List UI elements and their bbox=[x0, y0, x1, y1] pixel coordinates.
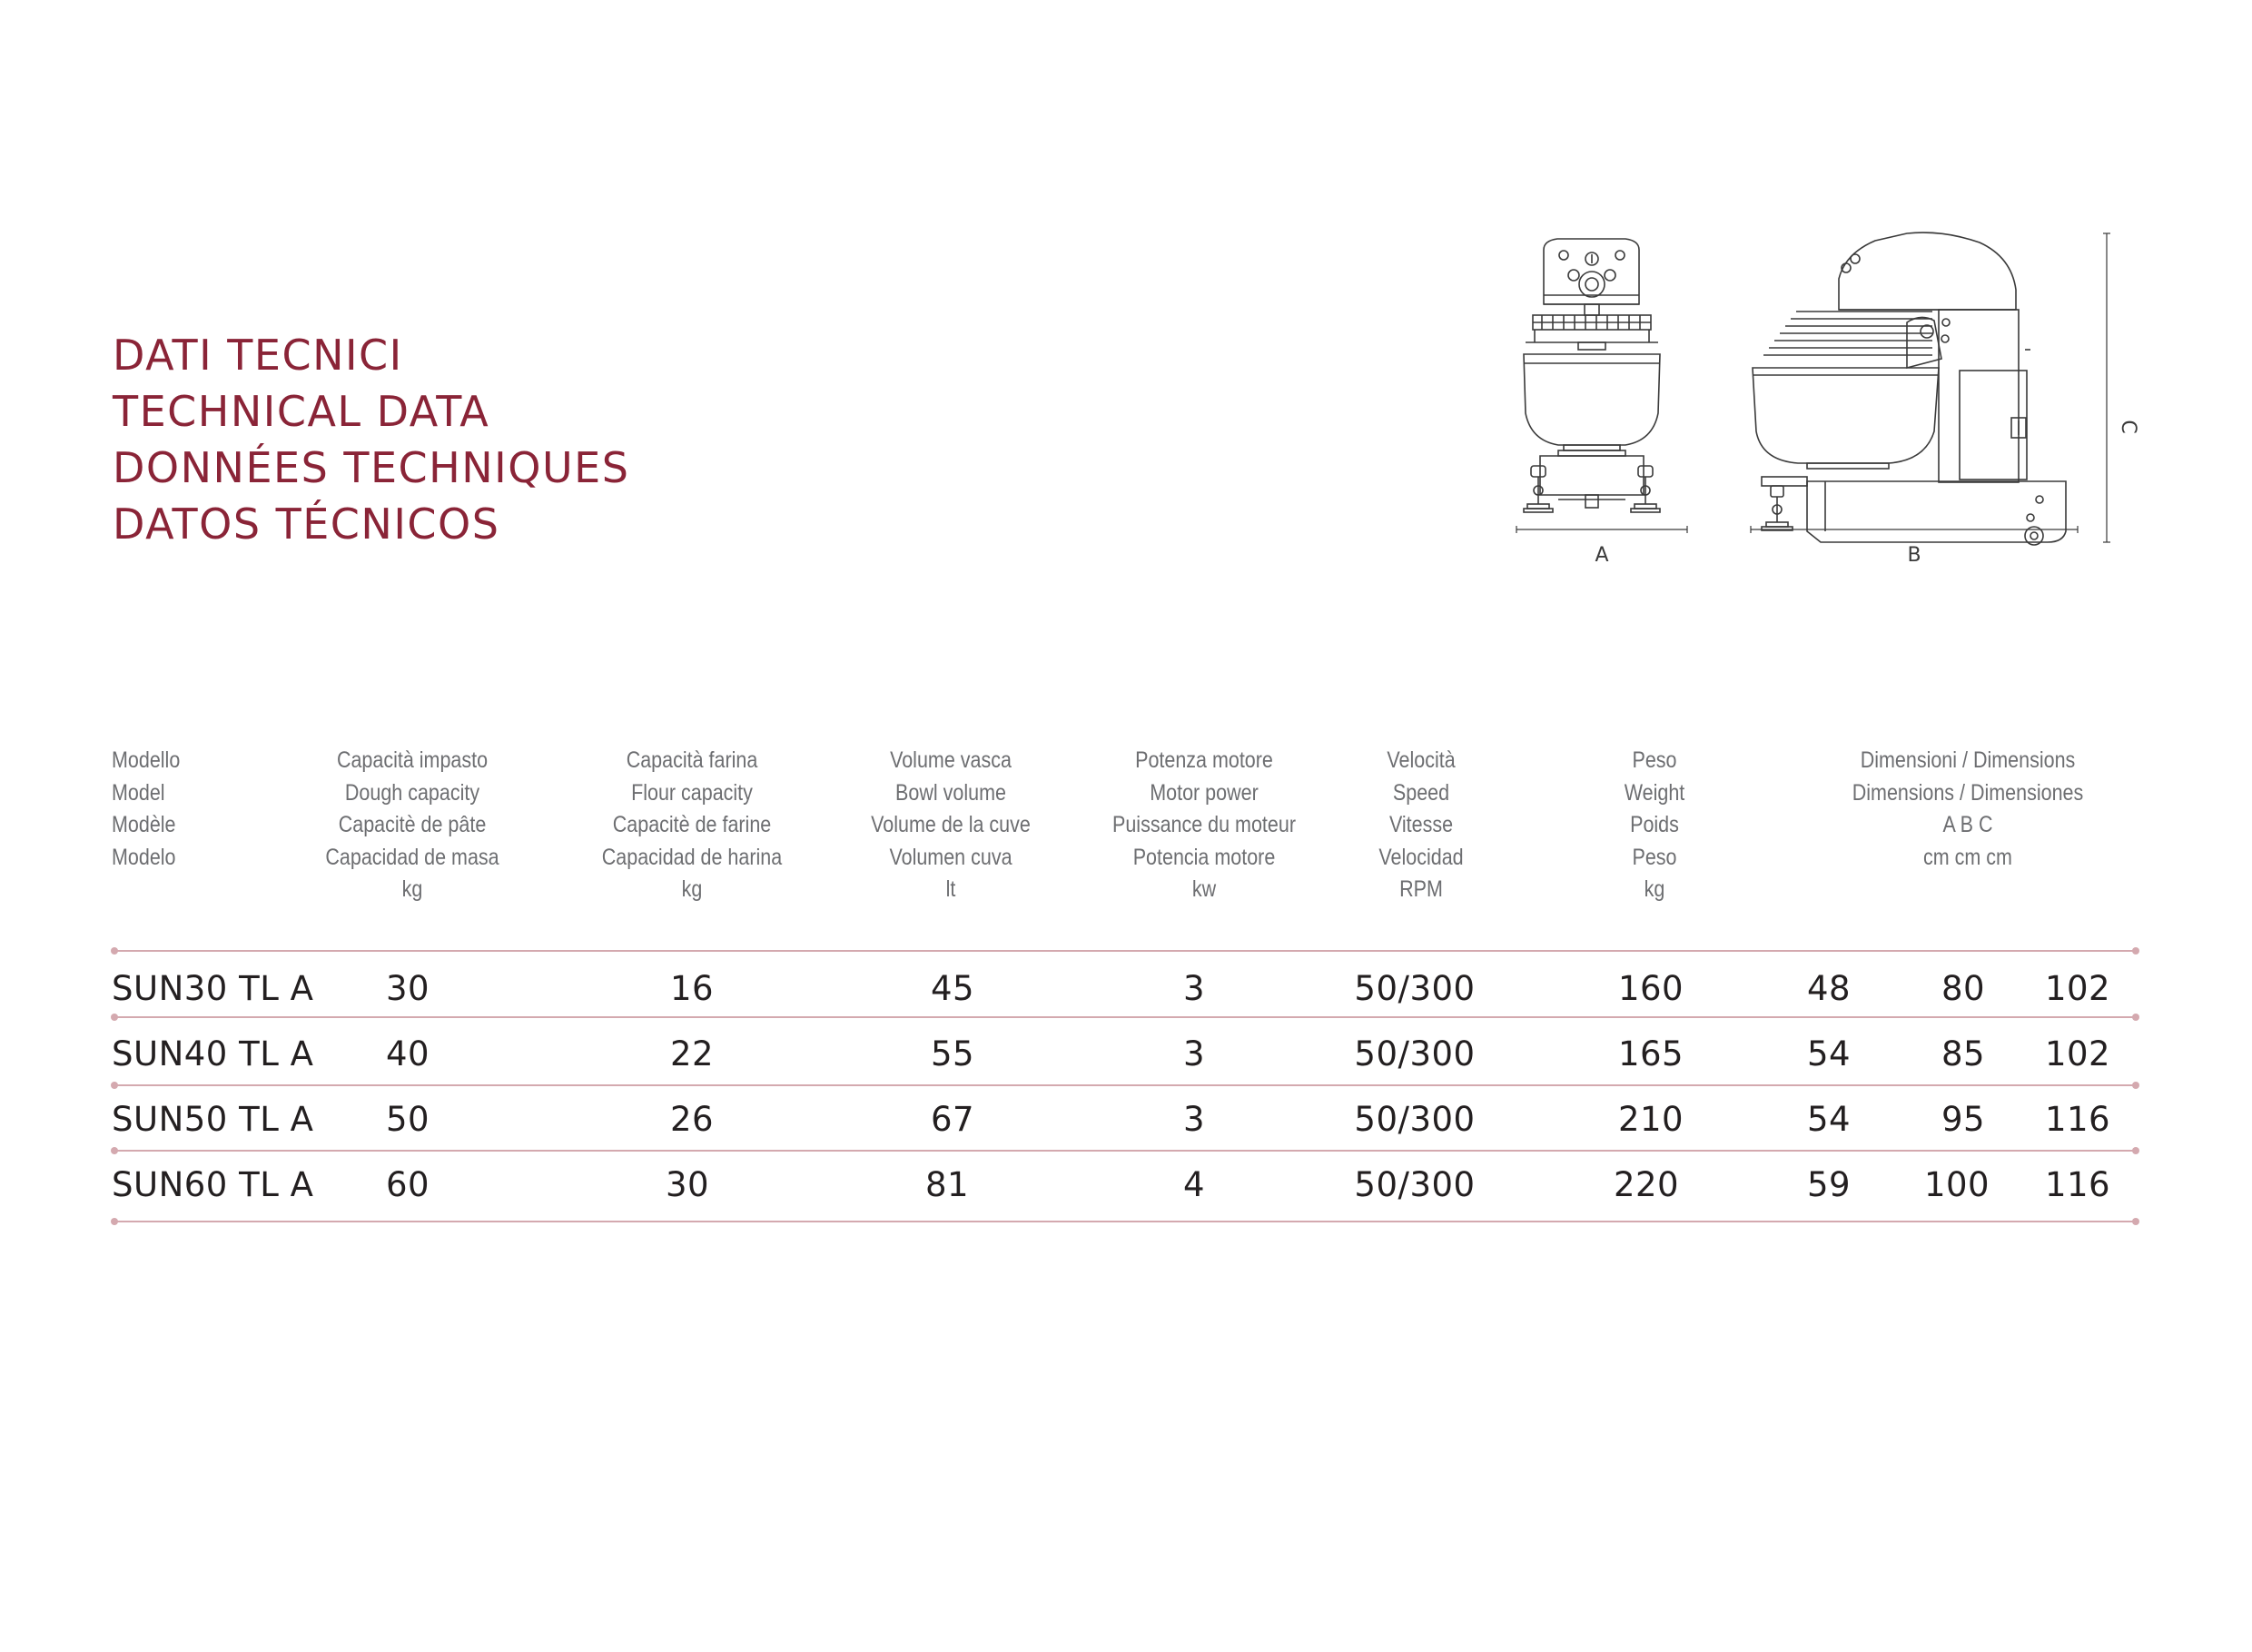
header-line: Modèle bbox=[112, 812, 176, 837]
header-line: Volume vasca bbox=[890, 747, 1012, 773]
title-english: TECHNICAL DATA bbox=[113, 387, 490, 436]
cell-bowl: 55 bbox=[930, 1034, 975, 1073]
header-unit: kg bbox=[1644, 876, 1665, 902]
cell-model: SUN30 TL A bbox=[112, 969, 314, 1008]
header-line: Bowl volume bbox=[895, 779, 1006, 806]
header-bowl-volume bbox=[834, 745, 1068, 906]
header-line: Puissance du moteur bbox=[1112, 812, 1296, 837]
header-line: Dimensions / Dimensiones bbox=[1852, 779, 2084, 806]
header-line: Poids bbox=[1630, 812, 1679, 837]
header-line: Capacidad de harina bbox=[601, 844, 783, 870]
cell-dough: 50 bbox=[385, 1100, 430, 1139]
cell-model: SUN60 TL A bbox=[112, 1165, 314, 1204]
header-line: Modello bbox=[112, 747, 181, 773]
header-dough-capacity bbox=[295, 745, 529, 906]
header-line: Motor power bbox=[1150, 779, 1259, 806]
cell-flour: 16 bbox=[669, 969, 715, 1008]
header-line: Dough capacity bbox=[344, 779, 480, 806]
front-view-drawing bbox=[1516, 239, 1687, 533]
header-line: Vitesse bbox=[1388, 812, 1454, 837]
cell-weight: 165 bbox=[1617, 1034, 1684, 1073]
dimension-a-label: A bbox=[1595, 544, 1609, 567]
table-rule-bottom bbox=[114, 1221, 2136, 1222]
header-motor-power bbox=[1087, 745, 1321, 906]
header-unit: kw bbox=[1191, 876, 1217, 902]
table-rule-top bbox=[114, 950, 2136, 952]
header-line: Capacità farina bbox=[626, 747, 758, 773]
table-rule bbox=[114, 1084, 2136, 1086]
cell-weight: 220 bbox=[1613, 1165, 1680, 1204]
side-view-drawing bbox=[1751, 232, 2110, 545]
cell-dim-a: 59 bbox=[1806, 1165, 1852, 1204]
header-unit: lt bbox=[945, 876, 956, 902]
header-line: Dimensioni / Dimensions bbox=[1860, 747, 2076, 773]
cell-speed: 50/300 bbox=[1354, 1100, 1476, 1139]
cell-bowl: 45 bbox=[930, 969, 975, 1008]
header-line: Weight bbox=[1624, 779, 1685, 806]
dimension-b-label: B bbox=[1907, 544, 1921, 567]
cell-flour: 30 bbox=[665, 1165, 710, 1204]
cell-motor: 3 bbox=[1182, 969, 1206, 1008]
header-flour-capacity bbox=[575, 745, 809, 906]
cell-weight: 210 bbox=[1617, 1100, 1684, 1139]
header-line: Potencia motore bbox=[1132, 844, 1276, 870]
cell-dough: 40 bbox=[385, 1034, 430, 1073]
header-line: Volumen cuva bbox=[889, 844, 1012, 870]
cell-flour: 22 bbox=[669, 1034, 715, 1073]
title-french: DONNÉES TECHNIQUES bbox=[113, 443, 630, 492]
header-line: Capacità impasto bbox=[336, 747, 489, 773]
header-line: Capacidad de masa bbox=[325, 844, 499, 870]
cell-dim-c: 116 bbox=[2044, 1100, 2111, 1139]
cell-flour: 26 bbox=[669, 1100, 715, 1139]
cell-motor: 3 bbox=[1182, 1034, 1206, 1073]
cell-dim-a: 48 bbox=[1806, 969, 1852, 1008]
header-unit: kg bbox=[681, 876, 703, 902]
header-line: Velocità bbox=[1387, 747, 1456, 773]
header-line: Potenza motore bbox=[1135, 747, 1273, 773]
title-spanish: DATOS TÉCNICOS bbox=[113, 500, 500, 549]
cell-dim-c: 116 bbox=[2044, 1165, 2111, 1204]
cell-dim-a: 54 bbox=[1806, 1034, 1852, 1073]
cell-speed: 50/300 bbox=[1354, 1165, 1476, 1204]
cell-bowl: 67 bbox=[930, 1100, 975, 1139]
cell-weight: 160 bbox=[1617, 969, 1684, 1008]
header-dimensions bbox=[1812, 745, 2124, 874]
header-line: cm cm cm bbox=[1923, 844, 2012, 870]
title-italian: DATI TECNICI bbox=[113, 331, 403, 380]
cell-motor: 4 bbox=[1182, 1165, 1206, 1204]
table-rule bbox=[114, 1150, 2136, 1152]
cell-dim-b: 95 bbox=[1941, 1100, 1986, 1139]
header-unit: RPM bbox=[1399, 876, 1443, 902]
header-line: Velocidad bbox=[1378, 844, 1464, 870]
mixer-technical-drawing bbox=[1507, 223, 2143, 677]
cell-dough: 60 bbox=[385, 1165, 430, 1204]
cell-speed: 50/300 bbox=[1354, 1034, 1476, 1073]
header-line: Capacitè de pâte bbox=[338, 812, 487, 837]
cell-dim-c: 102 bbox=[2044, 1034, 2111, 1073]
header-line: Peso bbox=[1632, 844, 1677, 870]
header-line: Flour capacity bbox=[631, 779, 753, 806]
header-line: A B C bbox=[1942, 812, 1993, 837]
header-speed bbox=[1304, 745, 1538, 906]
header-line: Speed bbox=[1392, 779, 1450, 806]
cell-dim-c: 102 bbox=[2044, 969, 2111, 1008]
header-unit: kg bbox=[401, 876, 423, 902]
cell-dough: 30 bbox=[385, 969, 430, 1008]
header-line: Model bbox=[112, 779, 165, 806]
header-line: Volume de la cuve bbox=[871, 812, 1031, 837]
table-rule bbox=[114, 1016, 2136, 1018]
cell-dim-b: 80 bbox=[1941, 969, 1986, 1008]
dimension-c-label: C bbox=[2117, 420, 2139, 434]
cell-model: SUN40 TL A bbox=[112, 1034, 314, 1073]
header-line: Capacitè de farine bbox=[612, 812, 772, 837]
cell-dim-a: 54 bbox=[1806, 1100, 1852, 1139]
cell-speed: 50/300 bbox=[1354, 969, 1476, 1008]
cell-model: SUN50 TL A bbox=[112, 1100, 314, 1139]
cell-dim-b: 85 bbox=[1941, 1034, 1986, 1073]
header-line: Modelo bbox=[112, 844, 176, 870]
cell-motor: 3 bbox=[1182, 1100, 1206, 1139]
header-line: Peso bbox=[1632, 747, 1677, 773]
title-block bbox=[113, 327, 629, 552]
header-weight bbox=[1537, 745, 1772, 906]
cell-bowl: 81 bbox=[924, 1165, 970, 1204]
cell-dim-b: 100 bbox=[1923, 1165, 1990, 1204]
header-model bbox=[112, 745, 180, 874]
